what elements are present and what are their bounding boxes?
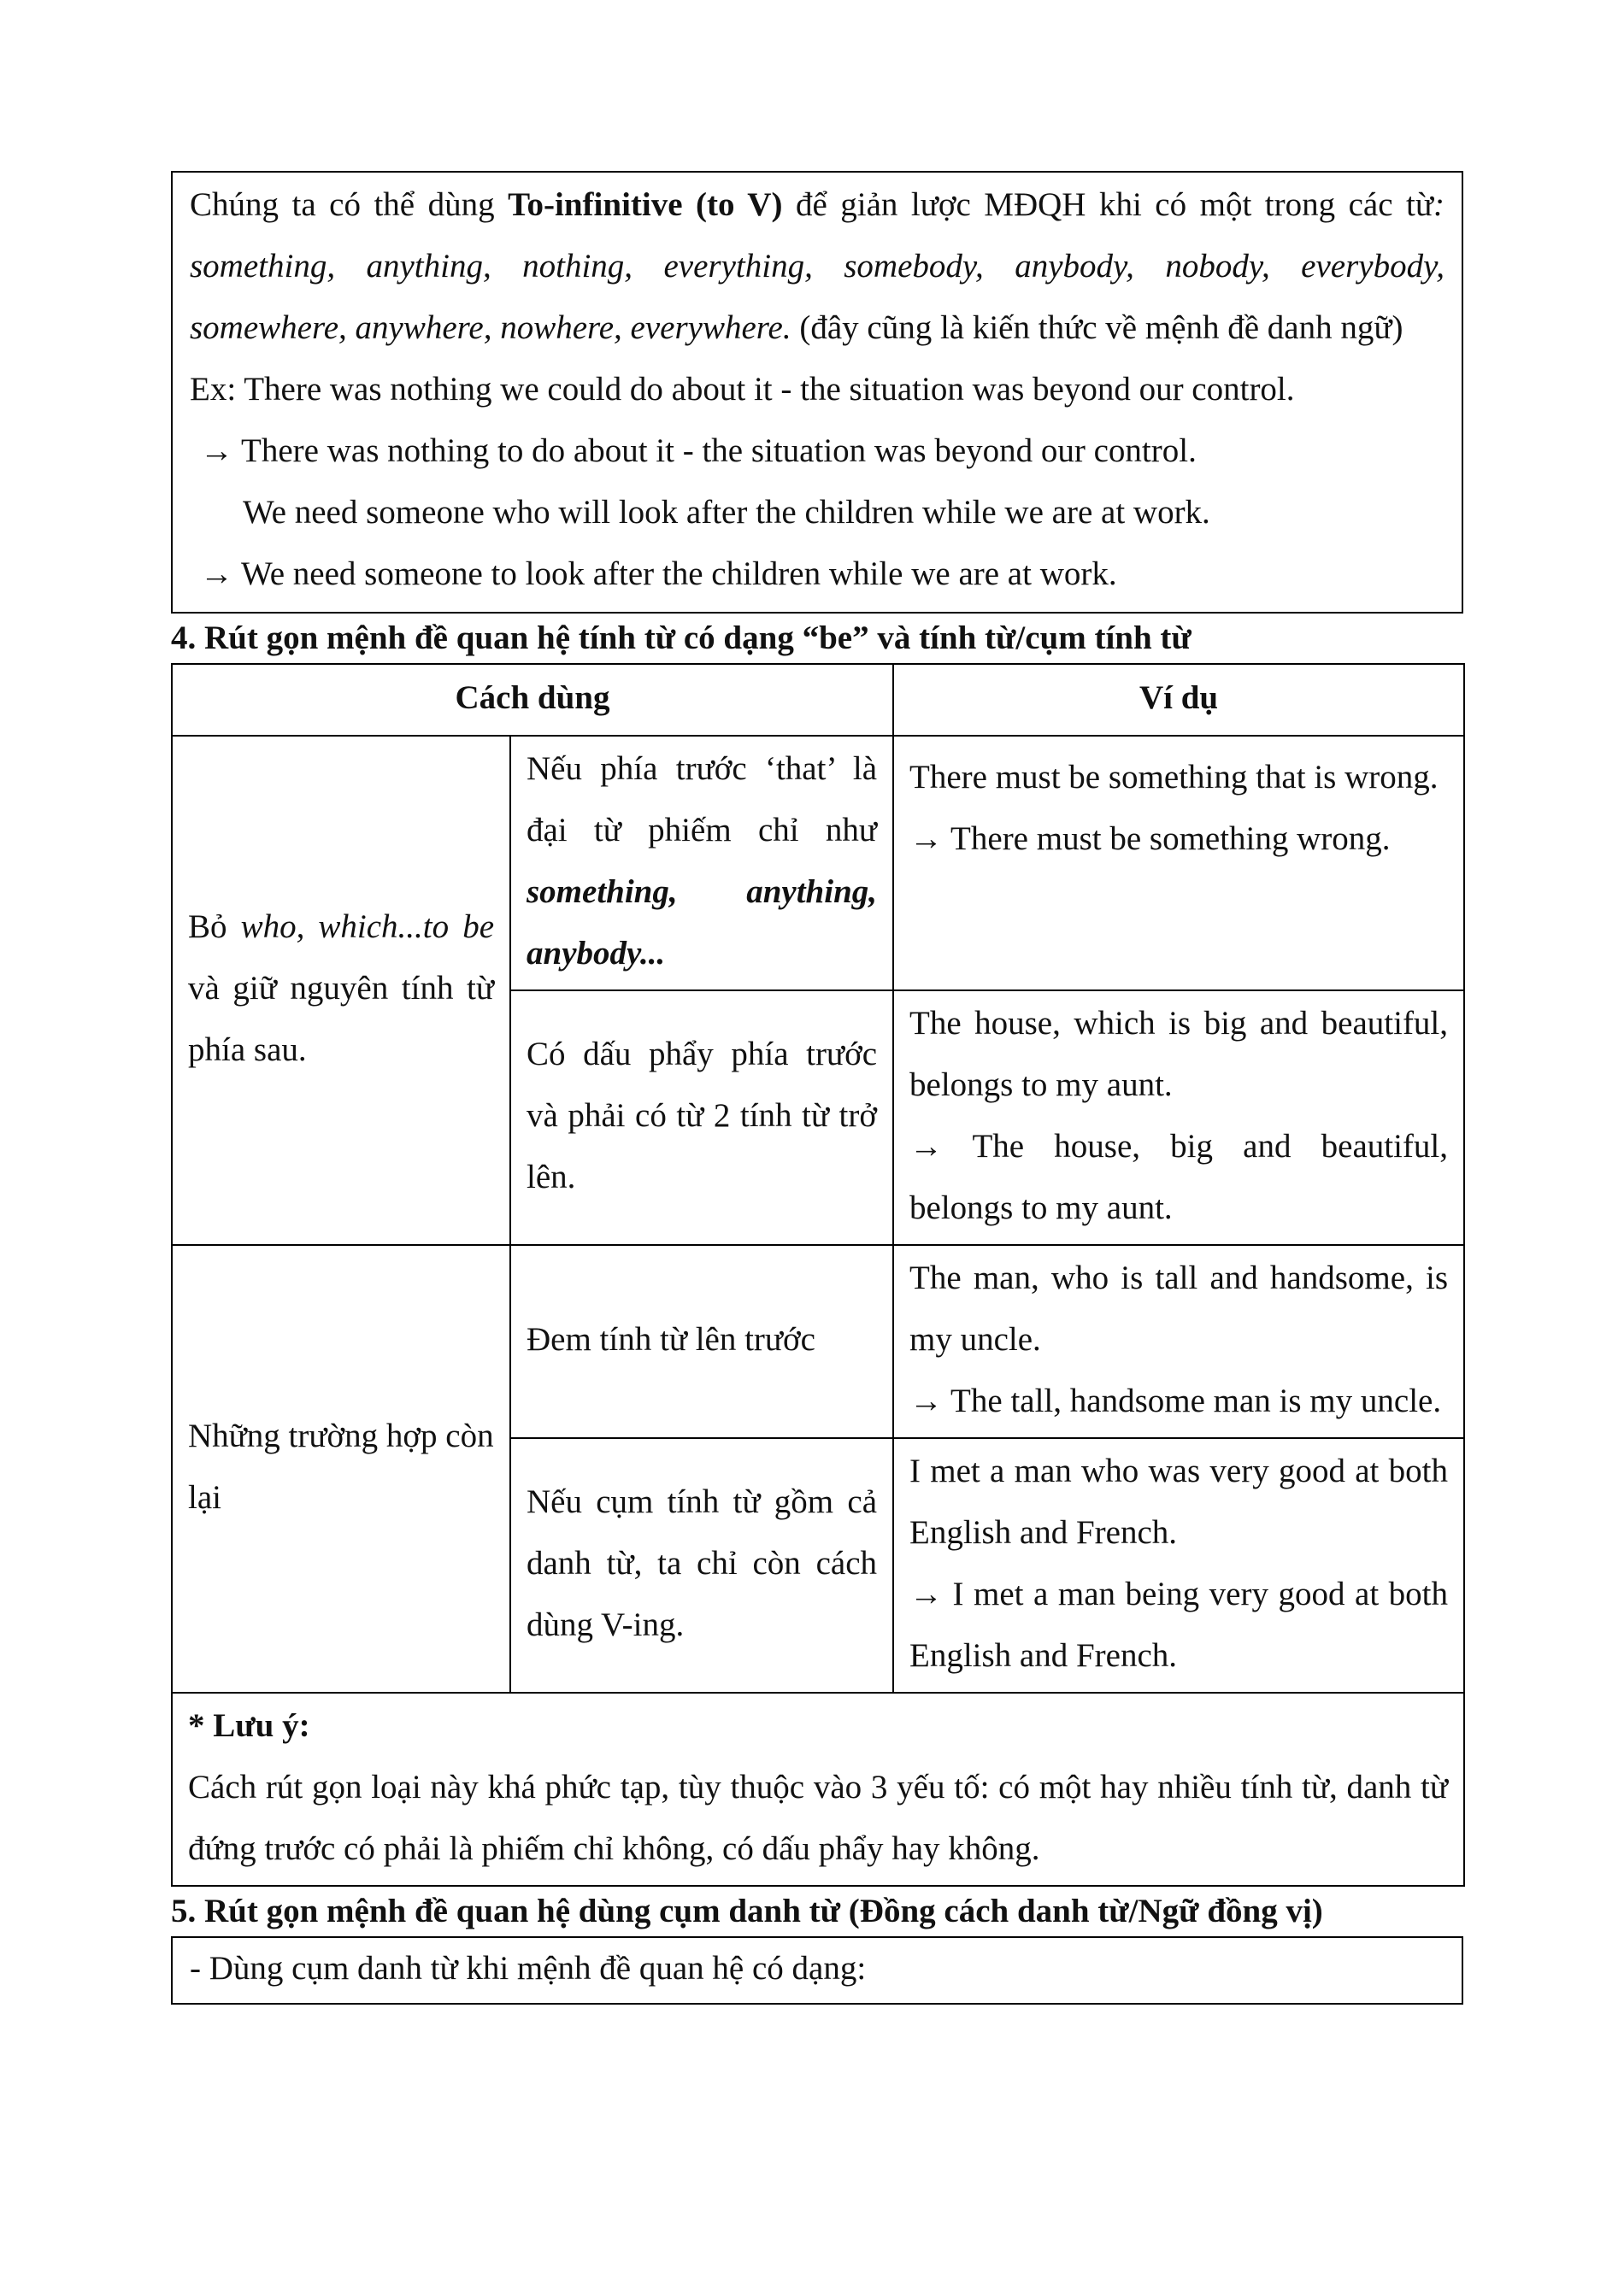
section-5-text: - Dùng cụm danh từ khi mệnh đề quan hệ có dạng:	[190, 1950, 867, 1987]
example-result: → There was nothing to do about it - the situation was beyond our control.	[200, 432, 1197, 469]
example-cell	[893, 736, 1464, 990]
example-result: → The tall, handsome man is my uncle.	[909, 1383, 1442, 1419]
table-header-row	[172, 664, 1464, 736]
example-cell	[893, 1245, 1464, 1438]
group-2-label: Những trường hợp còn lại	[172, 1245, 510, 1693]
intro-paragraph	[190, 174, 1445, 359]
column-header-example: Ví dụ	[893, 664, 1464, 736]
example-result: → There must be something wrong.	[909, 820, 1391, 857]
section-5-heading: 5. Rút gọn mệnh đề quan hệ dùng cụm danh từ (Đồng cách danh từ/Ngữ đồng vị)	[171, 1893, 1323, 1929]
condition-cell: Đem tính từ lên trước	[510, 1245, 893, 1438]
example-cell	[893, 1438, 1464, 1693]
example-result: → We need someone to look after the children while we are at work.	[200, 555, 1117, 592]
section-4-table	[171, 663, 1465, 1887]
example-line: Ex: There was nothing we could do about it - the situation was beyond our control.	[190, 371, 1295, 408]
column-header-usage: Cách dùng	[172, 664, 893, 736]
table-row	[172, 1245, 1464, 1438]
section-4-heading: 4. Rút gọn mệnh đề quan hệ tính từ có dạng “be” và tính từ/cụm tính từ	[171, 620, 1192, 656]
example-sentence: The man, who is tall and handsome, is my uncle.	[909, 1260, 1449, 1358]
label-text: Bỏ	[188, 908, 241, 945]
note-title: * Lưu ý:	[188, 1707, 310, 1744]
example-line: We need someone who will look after the children while we are at work.	[243, 494, 1210, 531]
section-5-box	[171, 1936, 1463, 2005]
label-italic: who, which...to be	[240, 908, 494, 945]
note-cell	[172, 1693, 1464, 1886]
label-text: và giữ nguyên tính từ phía sau.	[188, 970, 494, 1068]
condition-cell: Nếu cụm tính từ gồm cả danh từ, ta chỉ còn cách dùng V-ing.	[510, 1438, 893, 1693]
condition-bold-italic: something, anything, anybody...	[527, 873, 878, 972]
intro-text: (đây cũng là kiến thức về mệnh đề danh ngữ)	[791, 309, 1403, 346]
example-sentence: The house, which is big and beautiful, belongs to my aunt.	[909, 1005, 1449, 1103]
condition-cell: Có dấu phẩy phía trước và phải có từ 2 tính từ trở lên.	[510, 990, 893, 1245]
table-row	[172, 1693, 1464, 1886]
intro-text: Chúng ta có thể dùng	[190, 186, 509, 223]
note-text: Cách rút gọn loại này khá phức tạp, tùy thuộc vào 3 yếu tố: có một hay nhiều tính từ, danh từ đứng trước có phải là phiếm chỉ không, có dấu phẩy hay không.	[188, 1769, 1449, 1867]
example-sentence: There must be something that is wrong.	[909, 759, 1439, 796]
condition-text: Nếu phía trước ‘that’ là đại từ phiếm chỉ như	[527, 750, 878, 849]
example-result: → The house, big and beautiful, belongs to my aunt.	[909, 1128, 1449, 1226]
example-sentence: I met a man who was very good at both English and French.	[909, 1453, 1449, 1551]
document-page	[171, 171, 1463, 2005]
table-row	[172, 736, 1464, 990]
example-result: → I met a man being very good at both English and French.	[909, 1576, 1449, 1674]
intro-box	[171, 171, 1463, 614]
intro-word-list: : something, anything, nothing, everything, somebody, anybody, nobody, everybody, somewhere, anywhere, nowhere, everywhere.	[190, 186, 1445, 346]
intro-text: để giản lược MĐQH khi có một trong các từ	[782, 186, 1433, 223]
condition-cell	[510, 736, 893, 990]
group-1-label	[172, 736, 510, 1245]
example-cell	[893, 990, 1464, 1245]
intro-bold-term: To-infinitive (to V)	[508, 186, 783, 223]
